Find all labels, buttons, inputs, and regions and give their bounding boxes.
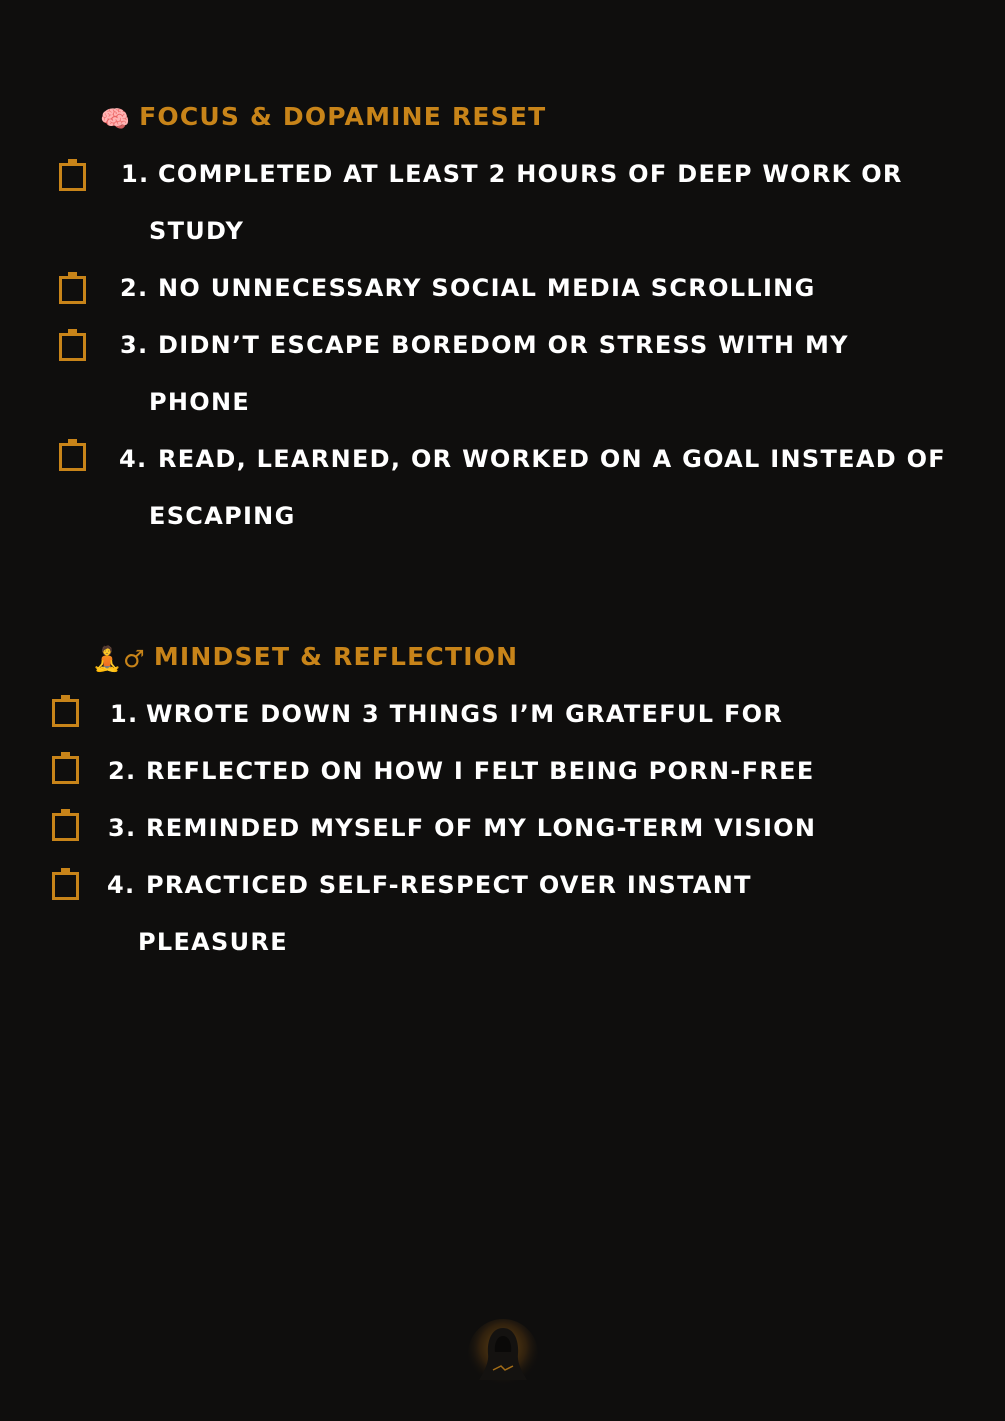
- item-number: 1.: [121, 160, 150, 188]
- item-number: 2.: [120, 274, 149, 302]
- item-text-line: WROTE DOWN 3 THINGS I’M GRATEFUL FOR: [146, 700, 784, 728]
- item-number: 1.: [110, 700, 139, 728]
- item-text-line: STUDY: [149, 217, 245, 245]
- checklist-item: [0, 699, 1005, 733]
- item-text-line: PRACTICED SELF-RESPECT OVER INSTANT: [146, 871, 752, 899]
- checklist-item: [0, 444, 1005, 534]
- checklist-item: [0, 159, 1005, 249]
- item-text-line: NO UNNECESSARY SOCIAL MEDIA SCROLLING: [158, 274, 816, 302]
- item-text-line: ESCAPING: [149, 502, 296, 530]
- section-heading: [92, 642, 518, 674]
- hooded-figure-logo: [467, 1318, 539, 1390]
- item-number: 4.: [119, 445, 148, 473]
- item-text-line: REMINDED MYSELF OF MY LONG-TERM VISION: [146, 814, 817, 842]
- checklist-item: [0, 756, 1005, 790]
- item-text-line: REFLECTED ON HOW I FELT BEING PORN-FREE: [146, 757, 815, 785]
- item-number: 2.: [108, 757, 137, 785]
- item-text-line: COMPLETED AT LEAST 2 HOURS OF DEEP WORK OR: [158, 160, 903, 188]
- item-text-line: READ, LEARNED, OR WORKED ON A GOAL INSTEAD OF: [158, 445, 946, 473]
- meditation-icon: 🧘♂: [92, 645, 146, 673]
- checklist-item: [0, 273, 1005, 307]
- item-number: 3.: [120, 331, 149, 359]
- item-number: 3.: [108, 814, 137, 842]
- section-heading: [100, 102, 546, 134]
- checklist-item: [0, 870, 1005, 960]
- checklist-item: [0, 330, 1005, 420]
- item-number: 4.: [107, 871, 136, 899]
- checklist-item: [0, 813, 1005, 847]
- item-text-line: PLEASURE: [138, 928, 288, 956]
- item-text-line: PHONE: [149, 388, 251, 416]
- brain-icon: 🧠: [100, 105, 132, 133]
- section-heading-text: FOCUS & DOPAMINE RESET: [139, 102, 547, 131]
- item-text-line: DIDN’T ESCAPE BOREDOM OR STRESS WITH MY: [158, 331, 849, 359]
- section-heading-text: MINDSET & REFLECTION: [153, 642, 519, 671]
